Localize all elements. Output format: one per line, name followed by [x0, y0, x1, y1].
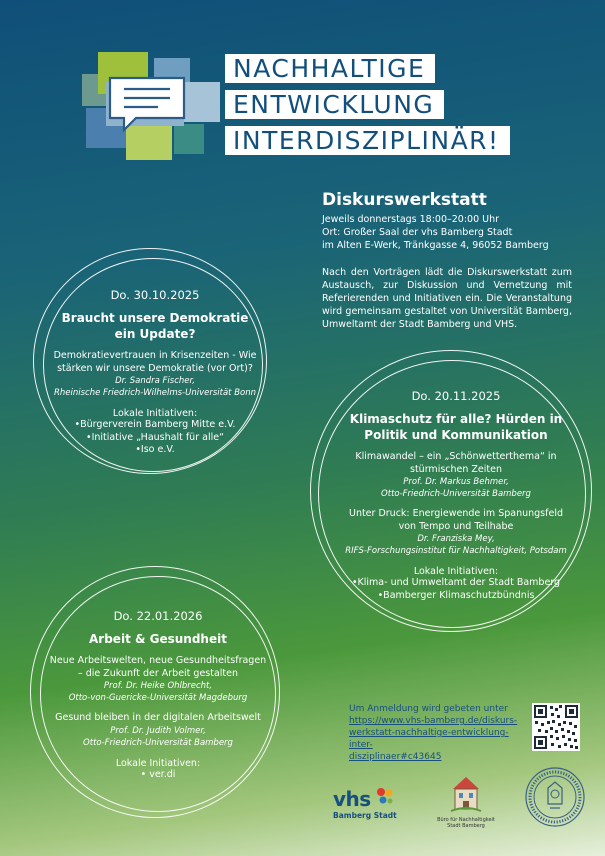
talk-title-line: stärken wir unsere Demokratie (vor Ort)? — [57, 362, 253, 374]
speech-bubble-logo-icon — [82, 52, 222, 162]
schedule-line: Jeweils donnerstags 18:00–20:00 Uhr — [322, 214, 500, 225]
initiatives-list — [336, 577, 576, 602]
buero-text-line: Büro für Nachhaltigkeit — [437, 817, 495, 823]
speaker-line: Dr. Sandra Fischer, — [115, 376, 195, 386]
diskurs-schedule — [322, 213, 572, 252]
initiative-item: •Klima- und Umweltamt der Stadt Bamberg — [351, 577, 561, 588]
talk-title — [40, 350, 270, 375]
event-3 — [40, 609, 276, 781]
speaker-line: Prof. Dr. Judith Volmer, — [110, 725, 206, 736]
talk-title-line: Neue Arbeitswelten, neue Gesundheitsfragen — [49, 655, 267, 666]
event-title-line: Politik und Kommunikation — [364, 428, 548, 442]
talk-title-line: Demokratievertrauen in Krisenzeiten - Wie — [53, 350, 257, 361]
speaker-line: Prof. Dr. Heike Ohlbrecht, — [103, 681, 213, 691]
qr-code-icon — [532, 703, 580, 751]
event-title — [40, 310, 270, 342]
talk-title-line: Klimawandel – ein „Schönwetterthema“ in — [355, 451, 557, 462]
initiatives-list — [40, 419, 270, 457]
speaker-line: Dr. Franziska Mey, — [417, 534, 495, 544]
university-seal-icon — [524, 766, 586, 828]
diskurs-description: Nach den Vorträgen lädt die Diskurswerkstatt zum Austausch, zur Diskussion und Vernetzung mit Referierenden und Initiativen ein. Die Veranstaltung wird gemeinsam gestaltet von Universität Bamberg, Umweltamt der Stadt Bamberg und VHS. — [322, 267, 572, 330]
event-1 — [40, 288, 270, 457]
talk-title-line: – die Zukunft der Arbeit gestalten — [77, 667, 239, 679]
schedule-line: Ort: Großer Saal der vhs Bamberg Stadt — [322, 227, 513, 238]
talk-title — [40, 712, 276, 725]
talk-title-line: von Tempo und Teilhabe — [398, 520, 514, 532]
speaker-line: Otto-Friedrich-Universität Bamberg — [381, 489, 531, 499]
diskurs-info — [322, 190, 572, 331]
initiative-item: •Initiative „Haushalt für alle“ — [85, 431, 224, 443]
event-title-line: Arbeit & Gesundheit — [89, 632, 227, 646]
speaker-line: Prof. Dr. Markus Behmer, — [403, 477, 509, 487]
initiatives-heading: Lokale Initiativen: — [413, 566, 499, 577]
initiative-item: •Bamberger Klimaschutzbündnis — [377, 589, 535, 601]
initiatives-heading: Lokale Initiativen: — [112, 408, 198, 419]
talk-title — [336, 508, 576, 533]
talk-title-line: stürmischen Zeiten — [410, 463, 502, 475]
registration-text: Um Anmeldung wird gebeten unter — [349, 704, 508, 714]
speaker-line: RIFS-Forschungsinstitut für Nachhaltigkeit, Potsdam — [345, 546, 567, 556]
buero-text-line: Stadt Bamberg — [447, 823, 485, 829]
title-line-2: ENTWICKLUNG — [225, 90, 444, 119]
speaker-line: Otto-von-Guericke-Universität Magdeburg — [68, 693, 248, 703]
event-title-line: Klimaschutz für alle? Hürden in — [349, 412, 563, 426]
talk-title-line: Gesund bleiben in der digitalen Arbeitswelt — [55, 712, 261, 723]
speaker — [336, 476, 576, 500]
speaker — [336, 533, 576, 557]
event-date: Do. 20.11.2025 — [411, 389, 501, 403]
registration-link[interactable] — [349, 715, 529, 763]
town-hall-icon — [449, 775, 483, 813]
event-date: Do. 30.10.2025 — [110, 288, 200, 302]
event-title-line: ein Update? — [114, 327, 196, 341]
speaker-line: Otto-Friedrich-Universität Bamberg — [83, 737, 233, 748]
title-line-3: INTERDISZIPLINÄR! — [225, 126, 510, 155]
event-title — [40, 631, 276, 647]
schedule-line: im Alten E-Werk, Tränkgasse 4, 96052 Bamberg — [322, 240, 549, 251]
speaker — [40, 375, 270, 399]
diskurs-heading: Diskurswerkstatt — [322, 190, 487, 210]
initiatives-list — [40, 769, 276, 782]
vhs-mark: vhs — [333, 787, 371, 811]
registration-link-line[interactable]: https://www.vhs-bamberg.de/diskurs- — [349, 716, 518, 726]
initiative-item: •Bürgerverein Bamberg Mitte e.V. — [74, 419, 236, 430]
event-title-line: Braucht unsere Demokratie — [61, 311, 249, 325]
initiatives-heading: Lokale Initiativen: — [115, 757, 201, 769]
vhs-logo — [333, 787, 397, 820]
speaker — [40, 680, 276, 704]
speaker — [40, 725, 276, 749]
talk-title-line: Unter Druck: Energiewende im Spanungsfeld — [348, 508, 563, 519]
vhs-subtitle: Bamberg Stadt — [333, 811, 397, 820]
event-2 — [336, 389, 576, 602]
buero-logo — [436, 775, 496, 829]
vhs-dots-icon — [376, 787, 394, 805]
initiative-item: •Iso e.V. — [135, 444, 175, 455]
speaker-line: Rheinische Friedrich-Wilhelms-Universität Bonn — [53, 388, 257, 398]
registration-link-line[interactable]: werkstatt-nachhaltige-entwicklung-inter- — [349, 728, 509, 750]
talk-title — [40, 655, 276, 680]
registration-link-line[interactable]: disziplinaer#c43645 — [349, 752, 442, 762]
title-line-1: NACHHALTIGE — [225, 54, 435, 83]
event-date: Do. 22.01.2026 — [113, 609, 203, 623]
talk-title — [336, 451, 576, 476]
event-title — [336, 411, 576, 443]
initiative-item: • ver.di — [140, 768, 176, 780]
registration-note — [349, 703, 529, 763]
